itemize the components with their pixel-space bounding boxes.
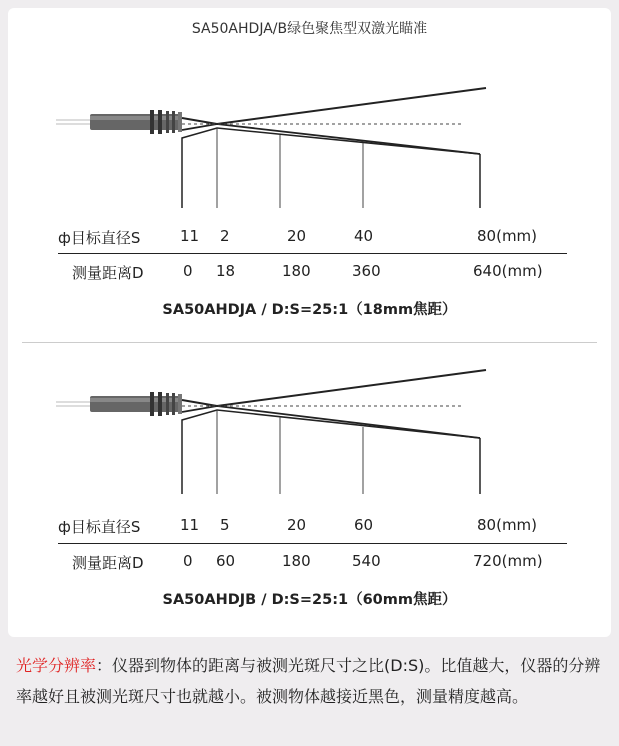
laser-beam-lines	[182, 370, 486, 494]
diameter-row-b	[8, 516, 611, 540]
distance-value: 18	[216, 262, 236, 280]
diameter-value: 11	[180, 516, 200, 534]
beam-diagram-b	[8, 362, 611, 498]
distance-value: 360	[352, 262, 381, 280]
laser-beam-lines	[182, 88, 486, 208]
diameter-value: 5	[220, 516, 230, 534]
diameter-value: 40	[354, 227, 374, 245]
distance-value: 0	[183, 262, 193, 280]
distance-row-a	[8, 262, 611, 286]
diameter-row-a	[8, 227, 611, 251]
distance-value: 180	[282, 262, 311, 280]
distance-row-b	[8, 552, 611, 576]
distance-value: 540	[352, 552, 381, 570]
diameter-value: 80(mm)	[477, 516, 538, 534]
distance-value: 640(mm)	[473, 262, 543, 280]
description-text: ：仪器到物体的距离与被测光斑尺寸之比(D:S)。比值越大，仪器的分辨率越好且被测光斑尺寸也就越小。被测物体越接近黑色，测量精度越高。	[16, 656, 601, 706]
distance-value: 0	[183, 552, 193, 570]
table-divider	[58, 253, 567, 254]
diameter-value: 20	[287, 516, 307, 534]
diameter-value: 2	[220, 227, 230, 245]
diameter-value: 80(mm)	[477, 227, 538, 245]
diameter-value: 11	[180, 227, 200, 245]
diameter-value: 60	[354, 516, 374, 534]
diagram-caption-a: SA50AHDJA / D:S=25:1（18mm焦距）	[162, 302, 457, 318]
table-divider	[58, 543, 567, 544]
diameter-value: 20	[287, 227, 307, 245]
resolution-description	[16, 650, 606, 712]
distance-label: 测量距离D	[72, 264, 144, 282]
distance-value: 180	[282, 552, 311, 570]
beam-diagram-a	[8, 76, 611, 212]
section-divider	[22, 342, 597, 343]
page-title: SA50AHDJA/B绿色聚焦型双激光瞄准	[191, 21, 428, 37]
distance-label: 测量距离D	[72, 554, 144, 572]
sensor-icon	[56, 392, 182, 416]
distance-value: 720(mm)	[473, 552, 543, 570]
diameter-label: ф目标直径S	[58, 229, 141, 247]
description-highlight: 光学分辨率	[16, 656, 97, 675]
sensor-icon	[56, 110, 182, 134]
spec-card	[8, 8, 611, 637]
diagram-caption-b: SA50AHDJB / D:S=25:1（60mm焦距）	[162, 592, 457, 608]
diameter-label: ф目标直径S	[58, 518, 141, 536]
distance-value: 60	[216, 552, 236, 570]
